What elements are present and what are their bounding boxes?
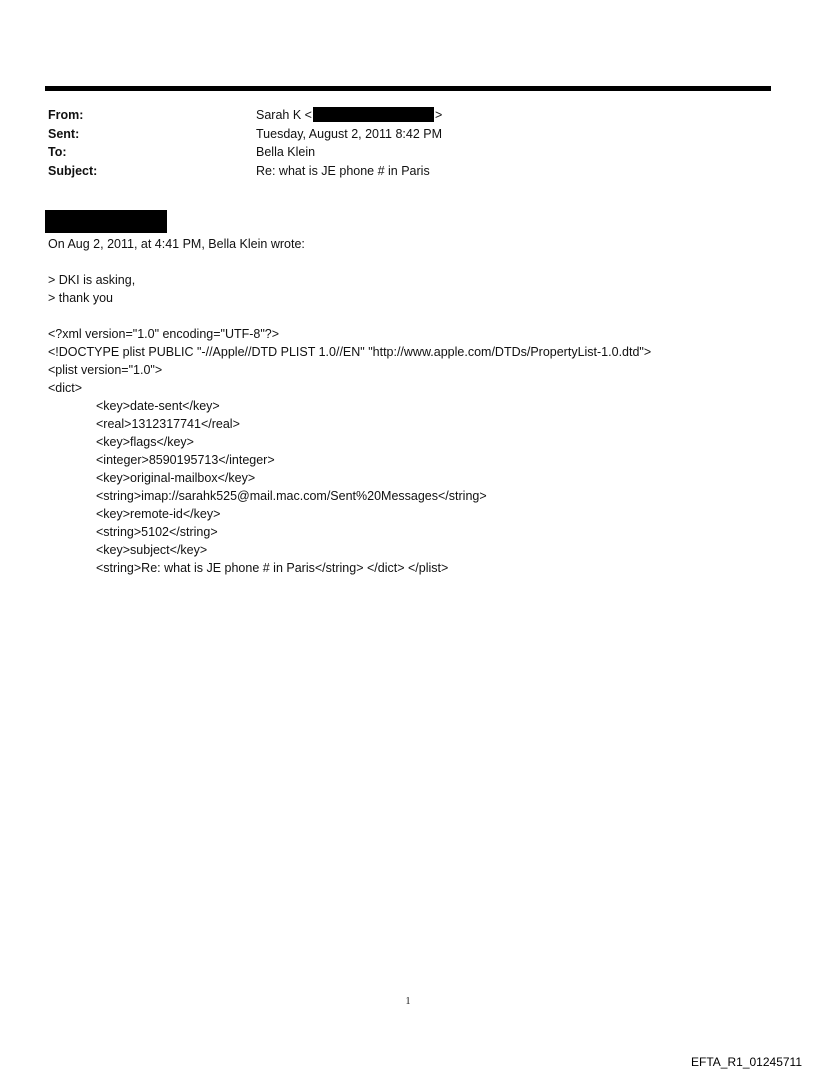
to-row: [48, 143, 748, 162]
redaction-block: [45, 210, 167, 233]
redaction-email: [313, 107, 434, 122]
spacer: [48, 253, 788, 271]
dict-line: <string>imap://sarahk525@mail.mac.com/Sent%20Messages</string>: [96, 489, 487, 503]
page-number: 1: [405, 996, 411, 1007]
dict-line: <key>subject</key>: [96, 543, 208, 557]
from-row: [48, 106, 748, 125]
dict-line: <key>original-mailbox</key>: [96, 471, 256, 485]
subject-row: [48, 162, 748, 181]
plist-line: <?xml version="1.0" encoding="UTF-8"?>: [48, 327, 280, 341]
dict-line: <key>remote-id</key>: [96, 507, 221, 521]
spacer: [48, 307, 788, 325]
email-header: [48, 106, 748, 180]
subject-value: Re: what is JE phone # in Paris: [256, 163, 430, 178]
quote-intro: On Aug 2, 2011, at 4:41 PM, Bella Klein wrote:: [48, 237, 305, 251]
plist-line: <dict>: [48, 381, 83, 395]
dict-line: <key>flags</key>: [96, 435, 194, 449]
from-label: From:: [48, 108, 84, 122]
from-name: Sarah K <: [256, 108, 312, 122]
header-rule: [45, 86, 771, 91]
to-label: To:: [48, 145, 67, 159]
dict-line: <string>Re: what is JE phone # in Paris</string> </dict> </plist>: [96, 561, 449, 575]
dict-line: <string>5102</string>: [96, 525, 218, 539]
from-value: [256, 106, 442, 125]
sent-value: Tuesday, August 2, 2011 8:42 PM: [256, 126, 442, 141]
to-value: Bella Klein: [256, 145, 316, 159]
subject-label: Subject:: [48, 163, 98, 178]
quote-line: > thank you: [48, 291, 113, 305]
document-id: EFTA_R1_01245711: [691, 1055, 802, 1069]
dict-line: <key>date-sent</key>: [96, 399, 220, 413]
email-body: [48, 235, 788, 577]
dict-line: <real>1312317741</real>: [96, 417, 240, 431]
sent-row: [48, 125, 748, 144]
plist-line: <!DOCTYPE plist PUBLIC "-//Apple//DTD PLIST 1.0//EN" "http://www.apple.com/DTDs/PropertyList-1.0.dtd">: [48, 345, 652, 359]
quote-line: > DKI is asking,: [48, 273, 136, 287]
from-bracket: >: [434, 108, 443, 122]
plist-line: <plist version="1.0">: [48, 363, 163, 377]
dict-line: <integer>8590195713</integer>: [96, 453, 275, 467]
sent-label: Sent:: [48, 126, 80, 141]
